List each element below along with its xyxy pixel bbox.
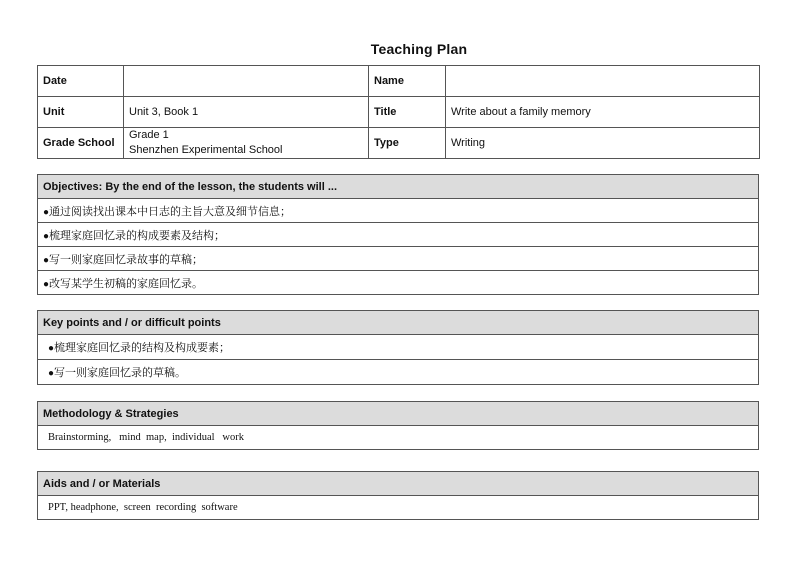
date-label: Date	[38, 66, 124, 97]
aids-header: Aids and / or Materials	[38, 472, 759, 496]
date-value	[124, 66, 369, 97]
info-row-grade	[38, 128, 760, 159]
info-row-unit	[38, 97, 760, 128]
grade-line: Grade 1	[129, 129, 169, 141]
aids-text: PPT, headphone, screen recording software	[38, 496, 759, 520]
unit-value: Unit 3, Book 1	[124, 97, 369, 128]
key-points-header: Key points and / or difficult points	[38, 311, 759, 335]
key-points-table	[37, 310, 759, 385]
objective-item: ● 通过阅读找出课本中日志的主旨大意及细节信息；	[38, 199, 759, 223]
info-table	[37, 65, 760, 159]
grade-school-label: Grade School	[38, 128, 124, 159]
title-label: Title	[369, 97, 446, 128]
objective-item: ● 梳理家庭回忆录的构成要素及结构；	[38, 223, 759, 247]
objective-item: ● 改写某学生初稿的家庭回忆录。	[38, 271, 759, 295]
methodology-text: Brainstorming, mind map, individual work	[38, 426, 759, 450]
key-point-item: ● 梳理家庭回忆录的结构及构成要素；	[38, 335, 759, 360]
type-value: Writing	[446, 128, 760, 159]
objective-item: ● 写一则家庭回忆录故事的草稿；	[38, 247, 759, 271]
title-value: Write about a family memory	[446, 97, 760, 128]
methodology-header: Methodology & Strategies	[38, 402, 759, 426]
unit-label: Unit	[38, 97, 124, 128]
grade-school-value	[124, 128, 369, 159]
objectives-header: Objectives: By the end of the lesson, the students will ...	[38, 175, 759, 199]
school-line: Shenzhen Experimental School	[129, 144, 283, 156]
type-label: Type	[369, 128, 446, 159]
name-label: Name	[369, 66, 446, 97]
page-title: Teaching Plan	[370, 41, 468, 57]
methodology-table	[37, 401, 759, 450]
objectives-table	[37, 174, 759, 295]
name-value	[446, 66, 760, 97]
key-point-item: ● 写一则家庭回忆录的草稿。	[38, 360, 759, 385]
aids-table	[37, 471, 759, 520]
info-row-date	[38, 66, 760, 97]
